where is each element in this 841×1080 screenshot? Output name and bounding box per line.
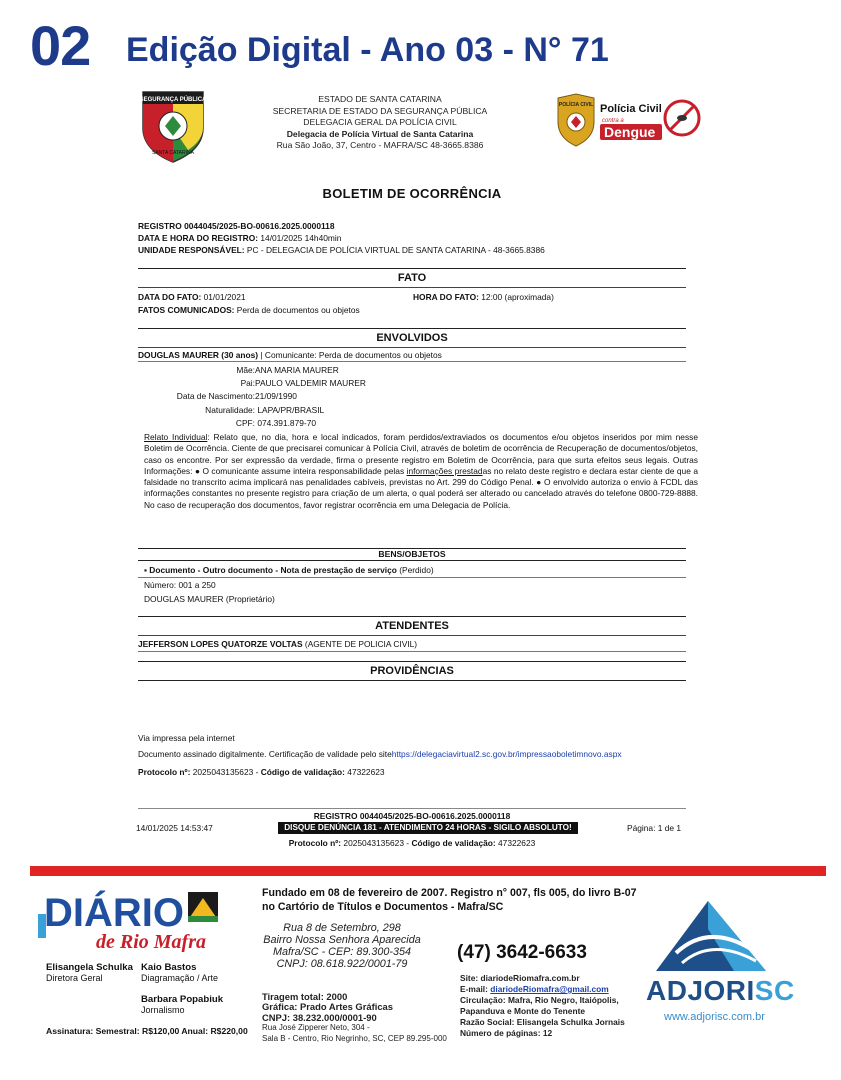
item-number: Número: 001 a 250 bbox=[144, 580, 216, 590]
mother-row: Mãe: ANA MARIA MAURER bbox=[236, 365, 339, 375]
report-title: BOLETIM DE OCORRÊNCIA bbox=[322, 186, 502, 201]
adjori-wordmark: ADJORISC bbox=[646, 975, 795, 1006]
footer-protocol: Protocolo nº: 2025043135623 - Código de validação: 47322623 bbox=[288, 838, 536, 848]
cpf-row: CPF: 074.391.879-70 bbox=[235, 417, 317, 428]
digital-signature-note: Documento assinado digitalmente. Certificação de validade pelo sitehttps://delegaciavirtual2.sc.gov.br/impressaoboletimnovo.aspx bbox=[138, 749, 622, 759]
section-fato-heading: FATO bbox=[138, 268, 686, 288]
section-atendentes-heading: ATENDENTES bbox=[138, 616, 686, 636]
responsible-unit: UNIDADE RESPONSÁVEL: PC - DELEGACIA DE POLÍCIA VIRTUAL DE SANTA CATARINA - 48-3665.8386 bbox=[138, 245, 545, 255]
masthead bbox=[30, 16, 830, 76]
registration-block bbox=[138, 220, 698, 256]
publication-phone: (47) 3642-6633 bbox=[457, 942, 587, 963]
svg-text:Polícia Civil: Polícia Civil bbox=[600, 103, 662, 115]
delegacia-geral: DELEGACIA GERAL DA POLÍCIA CIVIL bbox=[303, 117, 457, 128]
svg-text:SEGURANÇA PÚBLICA: SEGURANÇA PÚBLICA bbox=[139, 97, 207, 103]
divider bbox=[138, 577, 686, 578]
staff-director: Elisangela Schulka Diretora Geral bbox=[46, 962, 133, 983]
virtual-police-station: Delegacia de Polícia Virtual de Santa Catarina bbox=[286, 128, 474, 139]
fact-time: HORA DO FATO: 12:00 (aproximada) bbox=[413, 292, 554, 302]
secretariat-name: SECRETARIA DE ESTADO DA SEGURANÇA PÚBLICA bbox=[272, 105, 488, 116]
father-row: Pai: PAULO VALDEMIR MAURER bbox=[240, 378, 366, 389]
section-bens-heading: BENS/OBJETOS bbox=[138, 548, 686, 561]
page-count: Número de páginas: 12 bbox=[460, 1028, 553, 1038]
footer-registration: REGISTRO 0044045/2025-BO-00616.2025.0000118 bbox=[138, 808, 686, 821]
publication-contact bbox=[460, 973, 650, 1039]
validation-link[interactable]: https://delegaciavirtual2.sc.gov.br/impressaoboletimnovo.aspx bbox=[391, 749, 622, 759]
svg-text:SANTA CATARINA: SANTA CATARINA bbox=[152, 150, 194, 156]
station-address: Rua São João, 37, Centro - MAFRA/SC 48-3665.8386 bbox=[276, 140, 484, 151]
svg-text:contra a: contra a bbox=[602, 118, 624, 124]
divider bbox=[138, 361, 686, 362]
issue-title: Edição Digital - Ano 03 - N° 71 bbox=[126, 31, 609, 69]
fact-date: DATA DO FATO: 01/01/2021 bbox=[138, 292, 246, 302]
red-divider-band bbox=[30, 866, 826, 876]
section-providencias-heading: PROVIDÊNCIAS bbox=[138, 661, 686, 681]
state-name: ESTADO DE SANTA CATARINA bbox=[318, 94, 442, 104]
involved-person: DOUGLAS MAURER (30 anos) | Comunicante: Perda de documentos ou objetos bbox=[138, 350, 442, 360]
subscription-prices: Assinatura: Semestral: R$120,00 Anual: R$220,00 bbox=[46, 1026, 248, 1036]
lost-item: ▪ Documento - Outro documento - Nota de prestação de serviço (Perdido) bbox=[144, 565, 434, 575]
security-seal-icon bbox=[138, 88, 208, 164]
svg-text:de Rio Mafra: de Rio Mafra bbox=[96, 931, 206, 952]
registration-number: REGISTRO 0044045/2025-BO-00616.2025.0000118 bbox=[138, 221, 335, 231]
svg-text:POLÍCIA CIVIL: POLÍCIA CIVIL bbox=[558, 102, 594, 108]
staff-journalist: Barbara Popabiuk Jornalismo bbox=[141, 994, 224, 1015]
issue-number: 02 bbox=[30, 14, 91, 77]
diario-rio-mafra-logo-icon bbox=[36, 886, 228, 952]
founding-info: Fundado em 08 de fevereiro de 2007. Registro n° 007, fls 005, do livro B-07 no Cartório de Títulos e Documentos - Mafra/SC bbox=[262, 887, 637, 913]
page-indicator: Página: 1 de 1 bbox=[627, 823, 682, 833]
individual-report: Relato Individual: Relato que, no dia, hora e local indicados, foram perdidos/extraviados os documentos e/ou objetos inseridos por mim nesse Boletim de Ocorrência. Ciente de que precisarei comunicar à Polícia Civil, através de boletim de ocorrência de Recuperação de documentos/objetos, caso os encontre. Por ser expressão da verdade, firma o presente registro em Boletim de Ocorrência, para que surta efeitos seus legais. Outras Informações: ● O comunicante assume inteira responsabilidade pelas informações prestadas no relato deste registro e declara estar ciente de que a falsidade no transcrito acima implicará nas penalidades cabíveis, previstas no Art. 299 do Código Penal. ● O envolvido autoriza o envio à FCDL das informações constantes no presente registro para criação de um alerta, o qual poderá ser alterado ou cancelado através do telefone 0800-729-8888. No caso de recuperação dos documentos, favor registrar ocorrência em uma Delegacia de Polícia. bbox=[144, 432, 698, 510]
denuncia-banner: DISQUE DENÚNCIA 181 - ATENDIMENTO 24 HORAS - SIGILO ABSOLUTO! bbox=[278, 822, 578, 834]
registration-datetime: DATA E HORA DO REGISTRO: 14/01/2025 14h40min bbox=[138, 233, 342, 243]
attending-officer: JEFFERSON LOPES QUATORZE VOLTAS (AGENTE DE POLICIA CIVIL) bbox=[138, 639, 418, 649]
person-details bbox=[138, 364, 438, 430]
email-link[interactable]: diariodeRiomafra@gmail.com bbox=[490, 984, 609, 994]
site-text: Site: diariodeRiomafra.com.br bbox=[460, 973, 580, 983]
section-envolvidos-heading: ENVOLVIDOS bbox=[138, 328, 686, 348]
svg-text:DIÁRIO: DIÁRIO bbox=[44, 891, 184, 935]
government-header bbox=[220, 94, 540, 152]
birthdate-row: Data de Nascimento: 21/09/1990 bbox=[176, 391, 297, 402]
policia-civil-dengue-badge-icon bbox=[554, 92, 704, 148]
divider bbox=[138, 651, 686, 652]
svg-text:Dengue: Dengue bbox=[604, 124, 656, 140]
footer-timestamp: 14/01/2025 14:53:47 bbox=[136, 823, 213, 833]
item-owner: DOUGLAS MAURER (Proprietário) bbox=[144, 594, 275, 604]
print-via-note: Via impressa pela internet bbox=[138, 733, 235, 743]
protocol-line: Protocolo nº: 2025043135623 - Código de validação: 47322623 bbox=[138, 767, 385, 777]
staff-designer: Kaio Bastos Diagramação / Arte bbox=[141, 962, 219, 983]
circulation: Circulação: Mafra, Rio Negro, Itaiópolis, Papanduva e Monte do Tenente bbox=[460, 995, 619, 1016]
birthplace-row: Naturalidade: LAPA/PR/BRASIL bbox=[205, 404, 325, 415]
publication-address: Rua 8 de Setembro, 298 Bairro Nossa Senhora Aparecida Mafra/SC - CEP: 89.300-354 CNPJ: 08.618.922/0001-79 bbox=[263, 922, 421, 970]
adjori-website[interactable]: www.adjorisc.com.br bbox=[664, 1011, 765, 1023]
reported-facts: FATOS COMUNICADOS: Perda de documentos ou objetos bbox=[138, 305, 360, 315]
email-line: E-mail: diariodeRiomafra@gmail.com bbox=[460, 984, 609, 994]
company-name: Razão Social: Elisangela Schulka Jornais bbox=[460, 1017, 625, 1027]
printing-info: Tiragem total: 2000 Gráfica: Prado Artes Gráficas CNPJ: 38.232.000/0001-90 Rua José Zipperer Neto, 304 - Sala B - Centro, Rio Negrinho, SC, CEP 89.295-000 bbox=[262, 991, 447, 1043]
adjori-mountain-logo-icon bbox=[646, 893, 776, 973]
